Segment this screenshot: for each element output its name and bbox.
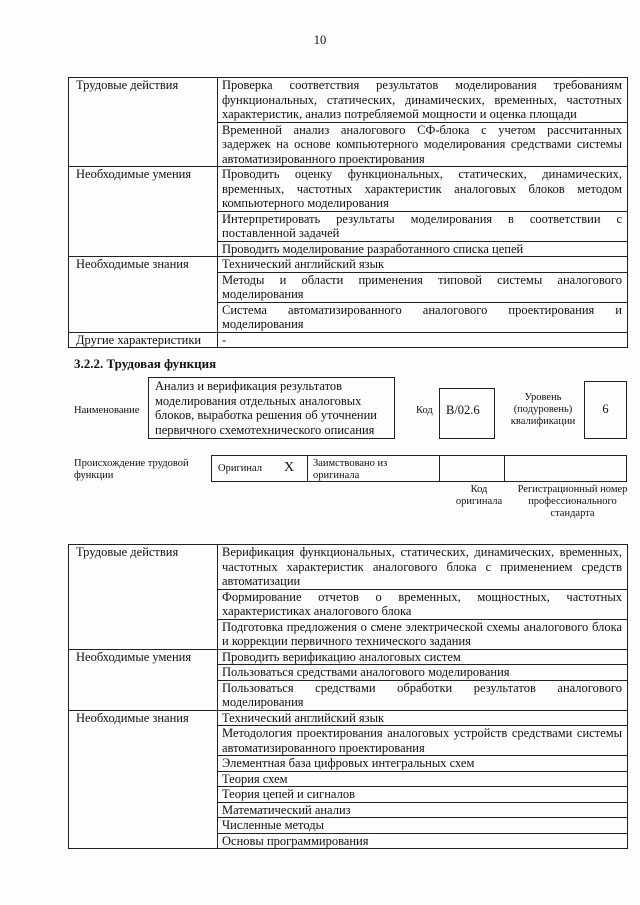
row-label: Трудовые действия <box>69 78 218 167</box>
borrowed-label: Заимствовано из оригинала <box>313 458 388 481</box>
table-row <box>69 78 628 123</box>
row-description: Система автоматизированного аналогового проектирования и моделирования <box>218 302 628 332</box>
original-label: Оригинал <box>218 463 262 474</box>
table-row <box>69 649 628 665</box>
caption-registration-number: Регистрационный номер профессионального стандарта <box>517 484 628 519</box>
row-description: - <box>218 332 628 348</box>
row-description: Основы программирования <box>218 833 628 849</box>
row-description: Элементная база цифровых интегральных схем <box>218 756 628 772</box>
table-row <box>69 710 628 726</box>
original-code-cell <box>439 455 505 482</box>
row-label: Необходимые умения <box>69 167 218 257</box>
caption-original-code: Код оригинала <box>455 484 503 507</box>
function-name-box <box>148 377 395 439</box>
level-box <box>584 381 627 439</box>
row-description: Верификация функциональных, статических, динамических, временных, частотных характеристик аналогового блока с применением средств автоматизации <box>218 545 628 590</box>
labor-function-table-top <box>68 77 628 348</box>
row-label: Необходимые знания <box>69 257 218 333</box>
page-number: 10 <box>313 33 327 47</box>
row-description: Временной анализ аналогового СФ-блока с учетом рассчитанных задержек на основе компьютерного моделирования средствами системы автоматизированного проектирования <box>218 122 628 167</box>
row-description: Проводить верификацию аналоговых систем <box>218 649 628 665</box>
row-description: Проводить моделирование разработанного списка цепей <box>218 241 628 257</box>
row-description: Интерпретировать результаты моделирования в соответствии с поставленной задачей <box>218 211 628 241</box>
table-row <box>69 545 628 590</box>
code-box <box>439 388 495 439</box>
row-description: Методология проектирования аналоговых устройств средствами системы автоматизированного проектирования <box>218 726 628 756</box>
row-description: Численные методы <box>218 818 628 834</box>
row-description: Формирование отчетов о временных, мощностных, частотных характеристиках аналогового блока <box>218 589 628 619</box>
row-label: Трудовые действия <box>69 545 218 650</box>
row-description: Технический английский язык <box>218 710 628 726</box>
table-row <box>69 332 628 348</box>
table-row <box>69 167 628 212</box>
borrowed-box <box>307 455 440 482</box>
row-label: Необходимые знания <box>69 710 218 849</box>
table-row <box>69 257 628 273</box>
row-description: Методы и области применения типовой системы аналогового моделирования <box>218 272 628 302</box>
row-description: Теория схем <box>218 771 628 787</box>
labor-function-table-bottom <box>68 544 628 849</box>
row-description: Математический анализ <box>218 802 628 818</box>
level-value: 6 <box>602 402 609 416</box>
section-heading: 3.2.2. Трудовая функция <box>74 356 217 371</box>
code-label: Код <box>416 405 433 416</box>
row-label: Другие характеристики <box>69 332 218 348</box>
registration-number-cell <box>504 455 627 482</box>
row-description: Пользоваться средствами обработки результатов аналогового моделирования <box>218 680 628 710</box>
original-box <box>211 455 308 482</box>
row-description: Пользоваться средствами аналогового моделирования <box>218 665 628 681</box>
row-description: Технический английский язык <box>218 257 628 273</box>
code-value: B/02.6 <box>446 403 480 417</box>
row-description: Теория цепей и сигналов <box>218 787 628 803</box>
row-description: Проверка соответствия результатов моделирования требованиям функциональных, статических, динамических, временных, частотных характеристик, анализ потребляемой мощности и оценка площади <box>218 78 628 123</box>
origin-label: Происхождение трудовой функции <box>74 458 189 481</box>
function-name-value: Анализ и верификация результатов моделирования отдельных аналоговых блоков, выработка решения об уточнении первичного схемотехнического описания <box>155 379 377 437</box>
name-label: Наименование <box>74 405 140 416</box>
original-mark: X <box>284 460 295 475</box>
row-label: Необходимые умения <box>69 649 218 710</box>
row-description: Подготовка предложения о смене электрической схемы аналогового блока и коррекции первичного технического задания <box>218 619 628 649</box>
row-description: Проводить оценку функциональных, статических, динамических, временных, частотных характеристик аналоговых блоков методом компьютерного моделирования <box>218 167 628 212</box>
level-label: Уровень (подуровень) квалификации <box>510 392 576 427</box>
